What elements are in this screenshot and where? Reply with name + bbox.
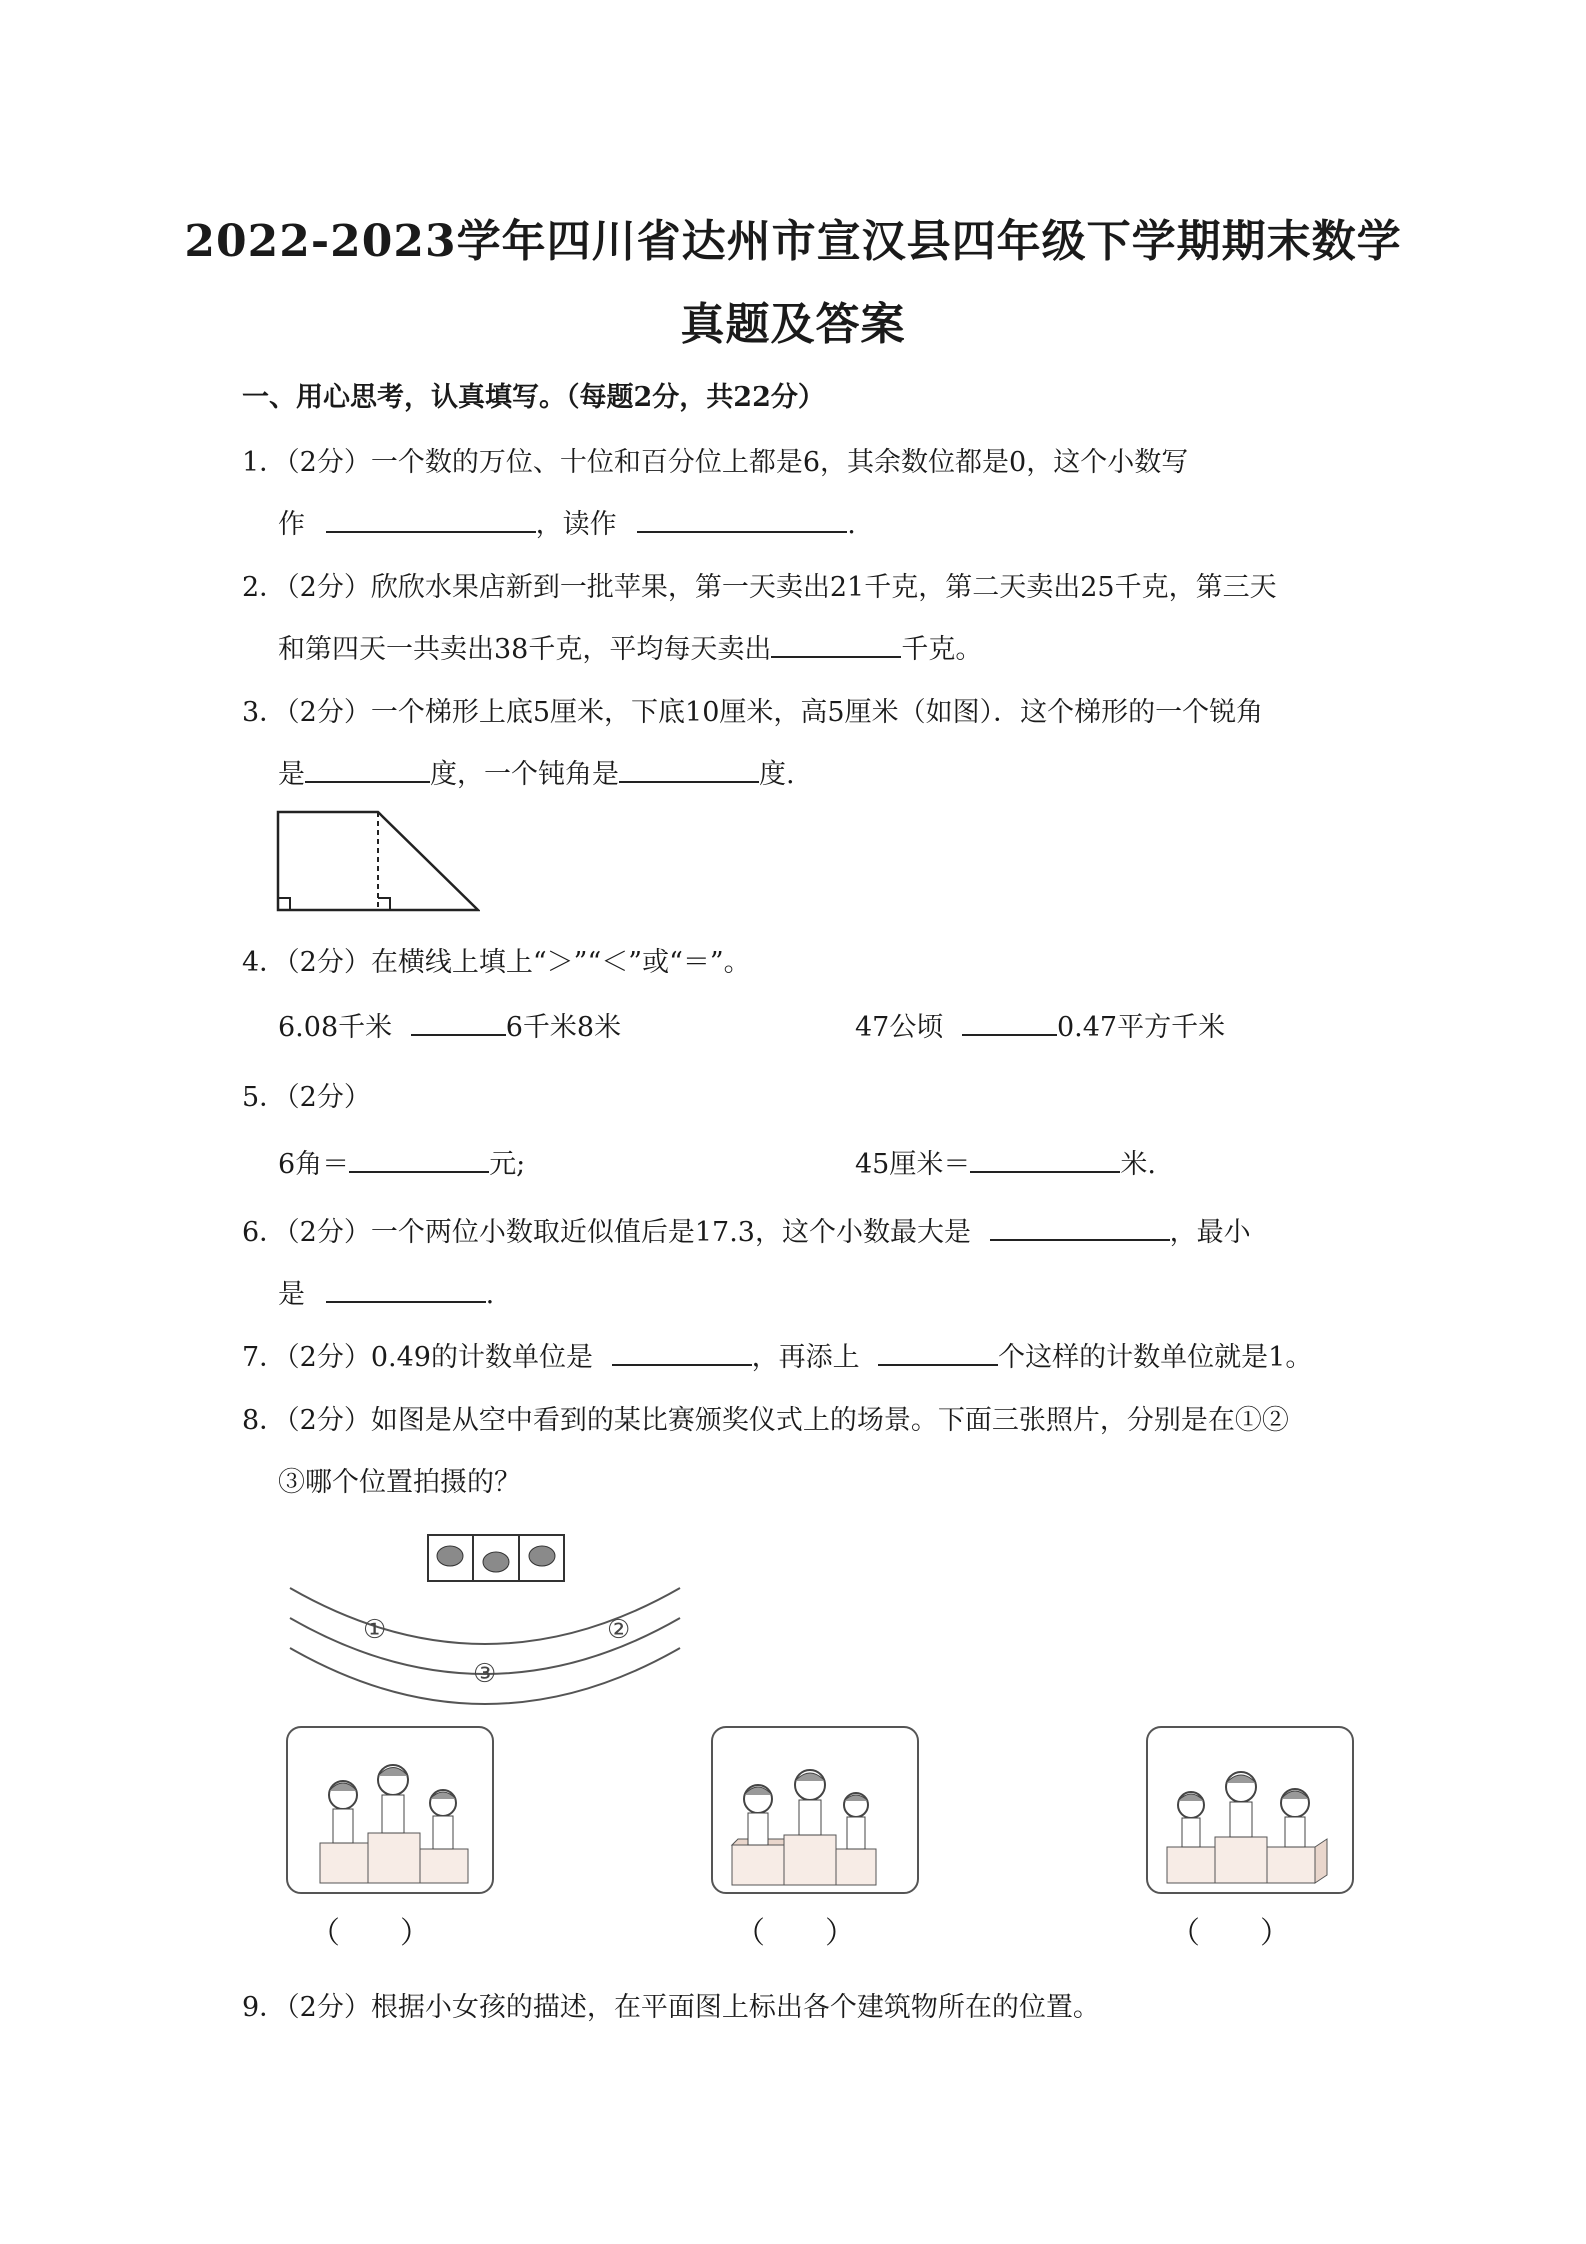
q1-text-d: . xyxy=(847,509,856,540)
title-line-1: 2022-2023学年四川省达州市宣汉县四年级下学期期末数学 xyxy=(184,216,1402,267)
q5-item1-right: 元; xyxy=(489,1149,526,1180)
photo-2 xyxy=(710,1725,920,1895)
question-1-line-2 xyxy=(278,502,856,541)
photo-1-answer[interactable]: （ ） xyxy=(310,1916,430,1951)
q7-text-a: 7．（2分）0.49的计数单位是 xyxy=(242,1342,593,1373)
question-8-line-2: ③哪个位置拍摄的？ xyxy=(278,1467,521,1498)
q1-answer-blank-2[interactable] xyxy=(637,507,847,533)
q5-answer-blank-2[interactable] xyxy=(970,1147,1120,1173)
q5-answer-blank-1[interactable] xyxy=(349,1147,489,1173)
question-8-line-1: 8．（2分）如图是从空中看到的某比赛颁奖仪式上的场景。下面三张照片，分别是在①② xyxy=(242,1405,1289,1436)
question-6-line-2 xyxy=(278,1272,494,1311)
q4-item2-right: 0.47平方千米 xyxy=(1056,1012,1226,1043)
section-heading: 一、用心思考，认真填写。（每题2分，共22分） xyxy=(242,382,825,413)
award-ceremony-top-view xyxy=(285,1530,685,1710)
q7-answer-blank-1[interactable] xyxy=(612,1340,752,1366)
q1-answer-blank-1[interactable] xyxy=(326,507,536,533)
position-label-3: ③ xyxy=(473,1659,497,1689)
question-7-line-1 xyxy=(242,1335,1312,1374)
photo-3 xyxy=(1145,1725,1355,1895)
q6-answer-blank-1[interactable] xyxy=(990,1215,1170,1241)
q3-answer-blank-1[interactable] xyxy=(305,757,430,783)
q7-text-b: ，再添上 xyxy=(751,1342,860,1373)
question-2-line-1: 2．（2分）欣欣水果店新到一批苹果，第一天卖出21千克，第二天卖出25千克，第三天 xyxy=(242,572,1277,603)
photo-1 xyxy=(285,1725,495,1895)
q1-text-b: 作 xyxy=(278,509,305,540)
question-6-line-1 xyxy=(242,1210,1251,1249)
question-4-item-1 xyxy=(278,1005,621,1044)
question-4-item-2 xyxy=(855,1005,1225,1044)
q7-text-c: 个这样的计数单位就是1。 xyxy=(998,1342,1313,1373)
question-5-line-1: 5．（2分） xyxy=(242,1082,371,1113)
q2-answer-blank[interactable] xyxy=(771,632,901,658)
q4-item1-right: 6千米8米 xyxy=(505,1012,622,1043)
q6-answer-blank-2[interactable] xyxy=(326,1277,486,1303)
q3-text-d: 度. xyxy=(759,759,795,790)
q3-text-b: 是 xyxy=(278,759,305,790)
q2-text-c: 千克。 xyxy=(901,634,983,665)
q5-item2-left: 45厘米＝ xyxy=(855,1149,971,1180)
question-4-line-1: 4．（2分）在横线上填上“＞”“＜”或“＝”。 xyxy=(242,947,751,978)
q4-item1-left: 6.08千米 xyxy=(278,1012,393,1043)
q6-text-d: . xyxy=(485,1279,495,1310)
q4-answer-blank-2[interactable] xyxy=(962,1010,1057,1036)
question-2-line-2 xyxy=(278,627,982,666)
position-label-1: ① xyxy=(363,1615,387,1645)
q2-text-b: 和第四天一共卖出38千克，平均每天卖出 xyxy=(278,634,772,665)
q4-item2-left: 47公顷 xyxy=(855,1012,944,1043)
q5-item2-right: 米. xyxy=(1120,1149,1156,1180)
question-3-line-2 xyxy=(278,752,795,791)
q3-answer-blank-2[interactable] xyxy=(619,757,759,783)
q5-item1-left: 6角＝ xyxy=(278,1149,350,1180)
q4-answer-blank-1[interactable] xyxy=(411,1010,506,1036)
q7-answer-blank-2[interactable] xyxy=(878,1340,998,1366)
q3-text-c: 度，一个钝角是 xyxy=(430,759,619,790)
q6-text-a: 6．（2分）一个两位小数取近似值后是17.3，这个小数最大是 xyxy=(242,1217,971,1248)
question-5-item-2 xyxy=(855,1142,1156,1181)
question-5-item-1 xyxy=(278,1142,525,1181)
trapezoid-figure xyxy=(270,808,480,918)
q6-text-b: ，最小 xyxy=(1169,1217,1251,1248)
question-1-line-1: 1．（2分）一个数的万位、十位和百分位上都是6，其余数位都是0，这个小数写 xyxy=(242,447,1189,478)
q1-text-c: ，读作 xyxy=(535,509,617,540)
title-line-2: 真题及答案 xyxy=(680,299,906,350)
position-label-2: ② xyxy=(607,1615,631,1645)
q6-text-c: 是 xyxy=(278,1279,305,1310)
photo-3-answer[interactable]: （ ） xyxy=(1170,1916,1290,1951)
question-3-line-1: 3．（2分）一个梯形上底5厘米，下底10厘米，高5厘米（如图）．这个梯形的一个锐角 xyxy=(242,697,1264,728)
question-9-line-1: 9．（2分）根据小女孩的描述，在平面图上标出各个建筑物所在的位置。 xyxy=(242,1992,1100,2023)
photo-2-answer[interactable]: （ ） xyxy=(735,1916,855,1951)
